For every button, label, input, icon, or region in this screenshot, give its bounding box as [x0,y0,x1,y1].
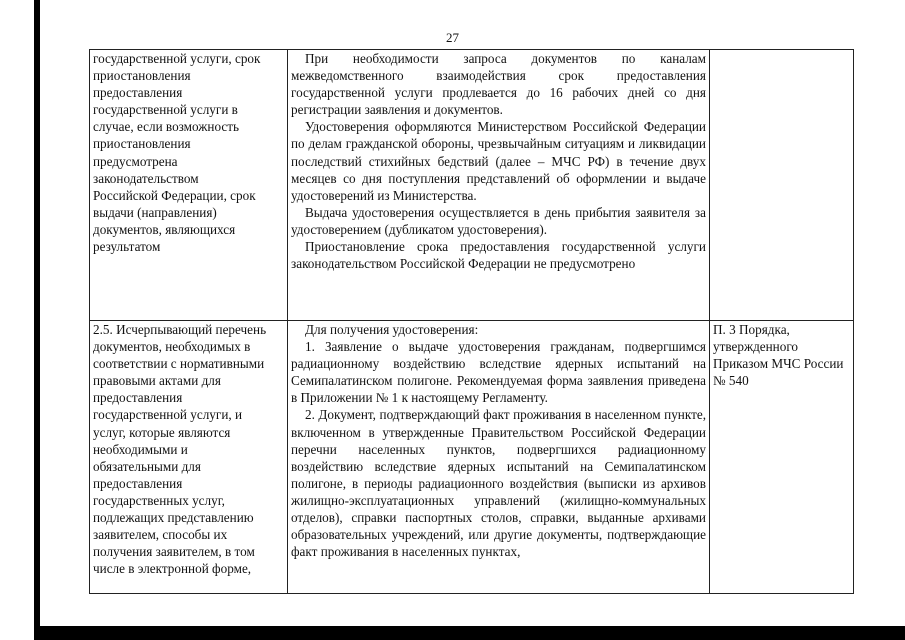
table-cell-reference [710,321,854,594]
requirement-text: 2.5. Исчерпывающий перечень документов, необходимых в соответствии с нормативными правовыми актами для предоставления государственной услуги, и услуг, которые являются необходимыми и обязательными для предоставления государственных услуг, подлежащих представлению заявителем, способы их получения заявителем, в том числе в электронной форме, [93,322,267,577]
paragraph: При необходимости запроса документов по каналам межведомственного взаимодействия срок предоставления государственной услуги продлевается до 16 рабочих дней со дня регистрации заявления и документов. [291,51,706,118]
table-cell-reference [710,50,854,321]
page-number: 27 [446,30,459,45]
paragraph: Выдача удостоверения осуществляется в день прибытия заявителя за удостоверением (дубликатом удостоверения). [291,204,706,237]
paragraph: 2. Документ, подтверждающий факт проживания в населенном пункте, включенном в утвержденные Правительством Российской Федерации перечни населенных пунктов, подвергшихся радиационному воздействию вследствие ядерных испытаний на Семипалатинском полигоне, в периоды радиационного воздействия (выписки из архивов жилищно-эксплуатационных управлений (жилищно-коммунальных отделов), справки паспортных столов, справки, выданные архивами образовательных учреждений, или другие документы, подтверждающие факт проживания в населенных пунктах, [291,407,706,560]
table-cell-requirement [90,50,288,321]
scan-left-border [34,0,40,628]
reference-text: П. 3 Порядка, утвержденного Приказом МЧС России № 540 [713,322,844,389]
table-row [90,321,854,594]
table-cell-requirement [90,321,288,594]
table-row [90,50,854,321]
table-cell-content [288,321,710,594]
scan-bottom-border [34,626,905,640]
paragraph: 1. Заявление о выдаче удостоверения гражданам, подвергшимся радиационному воздействию вследствие ядерных испытаний на Семипалатинском полигоне. Рекомендуемая форма заявления приведена в Приложении № 1 к настоящему Регламенту. [291,339,706,406]
paragraph: Приостановление срока предоставления государственной услуги законодательством Российской Федерации не предусмотрено [291,239,706,272]
table-cell-content [288,50,710,321]
requirement-text: государственной услуги, срок приостановления предоставления государственной услуги в случае, если возможность приостановления предусмотрена законодательством Российской Федерации, срок выдачи (направления) документов, являющихся результатом [93,51,261,255]
regulation-table [89,49,854,594]
paragraph: Удостоверения оформляются Министерством Российской Федерации по делам гражданской обороны, чрезвычайным ситуациям и ликвидации последствий стихийных бедствий (далее – МЧС РФ) в течение двух месяцев со дня поступления представлений об оформлении и выдаче удостоверений из Министерства. [291,119,706,203]
paragraph: Для получения удостоверения: [305,322,479,337]
